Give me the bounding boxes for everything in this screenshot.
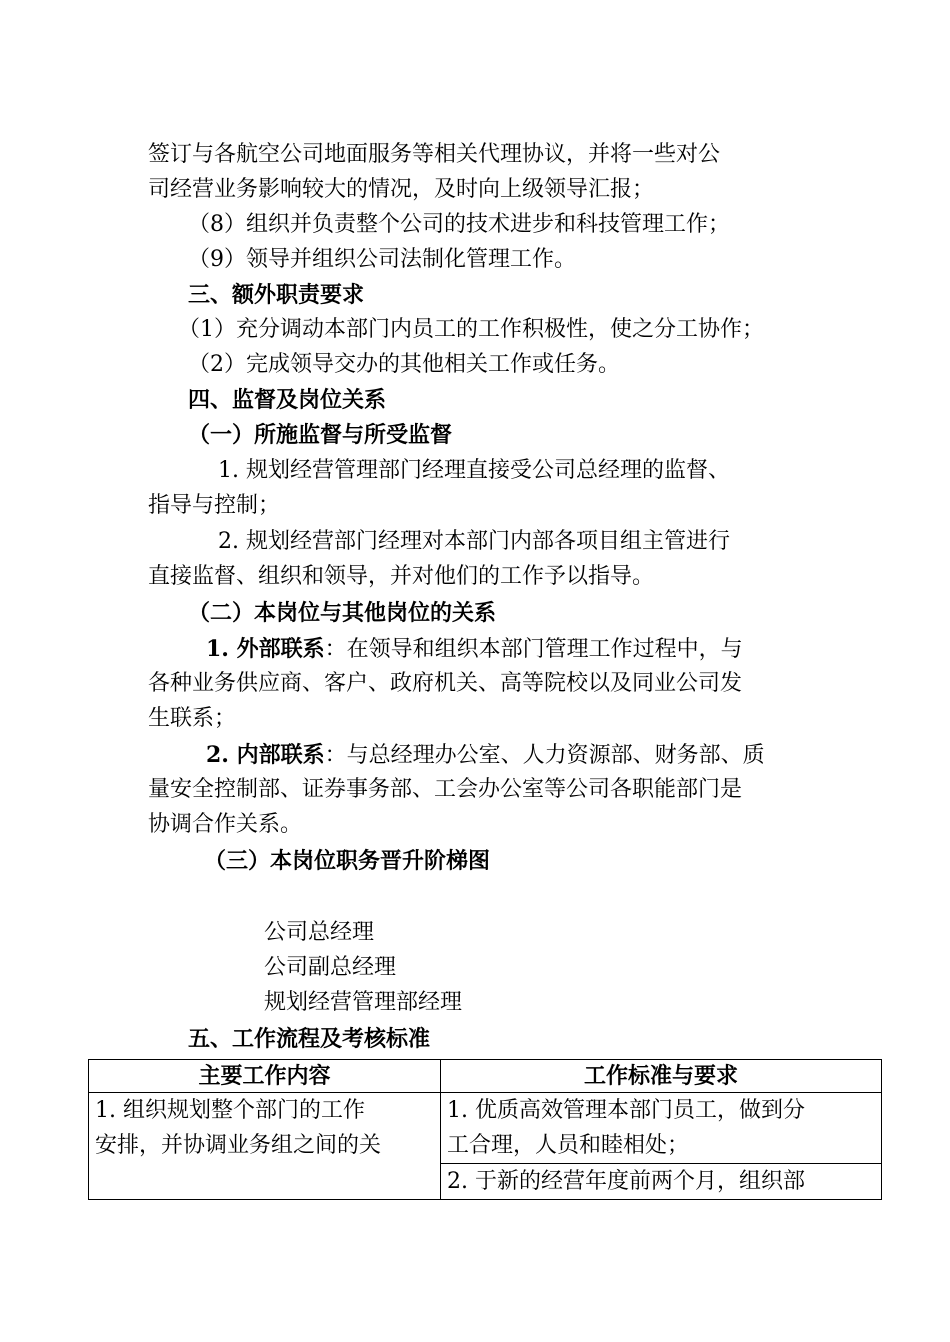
- cell-line: 2. 于新的经营年度前两个月，组织部: [447, 1169, 805, 1194]
- list-item: （1）充分调动本部门内员工的工作积极性，使之分工协作；: [178, 317, 764, 342]
- internal-relation-text: ：与总经理办公室、人力资源部、财务部、质: [324, 743, 765, 768]
- column-header: 主要工作内容: [89, 1060, 441, 1093]
- subsection-heading: （三）本岗位职务晋升阶梯图: [204, 848, 491, 874]
- text-line: 签订与各航空公司地面服务等相关代理协议，并将一些对公: [148, 142, 721, 167]
- ladder-step: 规划经营管理部经理: [264, 990, 463, 1015]
- external-relation: [206, 632, 743, 667]
- external-relation-text: ：在领导和组织本部门管理工作过程中，与: [324, 637, 743, 662]
- ladder-step: 公司总经理: [264, 920, 375, 945]
- table-cell: [441, 1093, 882, 1200]
- text-line: 各种业务供应商、客户、政府机关、高等院校以及同业公司发: [148, 671, 743, 696]
- cell-line: 1. 优质高效管理本部门员工，做到分: [447, 1098, 805, 1123]
- table-row: [89, 1093, 882, 1200]
- section-heading: 三、额外职责要求: [188, 282, 365, 308]
- list-item: （8）组织并负责整个公司的技术进步和科技管理工作；: [188, 212, 730, 237]
- section-heading: 四、监督及岗位关系: [188, 387, 387, 413]
- cell-line: 1. 组织规划整个部门的工作: [95, 1098, 365, 1123]
- list-item: （9）领导并组织公司法制化管理工作。: [188, 247, 576, 272]
- text-line: 量安全控制部、证券事务部、工会办公室等公司各职能部门是: [148, 777, 743, 802]
- list-item: 2. 规划经营部门经理对本部门内部各项目组主管进行: [218, 529, 730, 554]
- list-item: （2）完成领导交办的其他相关工作或任务。: [188, 352, 620, 377]
- internal-relation: [206, 738, 765, 773]
- external-relation-label: 1. 外部联系: [206, 636, 325, 662]
- cell-line: 工合理，人员和睦相处；: [447, 1133, 690, 1158]
- text-line: 生联系；: [148, 706, 237, 731]
- internal-relation-label: 2. 内部联系: [206, 742, 325, 768]
- text-line: 直接监督、组织和领导，并对他们的工作予以指导。: [148, 564, 655, 589]
- column-header: 工作标准与要求: [441, 1060, 882, 1093]
- subsection-heading: （二）本岗位与其他岗位的关系: [188, 600, 497, 626]
- list-item: 1. 规划经营管理部门经理直接受公司总经理的监督、: [218, 458, 730, 483]
- table-header-row: [89, 1060, 882, 1093]
- section-heading: 五、工作流程及考核标准: [188, 1026, 431, 1052]
- ladder-step: 公司副总经理: [264, 955, 397, 980]
- text-line: 协调合作关系。: [148, 812, 303, 837]
- workflow-table: [88, 1059, 882, 1200]
- text-line: 指导与控制；: [148, 493, 281, 518]
- table-cell: [89, 1093, 441, 1200]
- cell-line: 安排，并协调业务组之间的关: [95, 1133, 382, 1158]
- subsection-heading: （一）所施监督与所受监督: [188, 422, 453, 448]
- text-line: 司经营业务影响较大的情况，及时向上级领导汇报；: [148, 177, 655, 202]
